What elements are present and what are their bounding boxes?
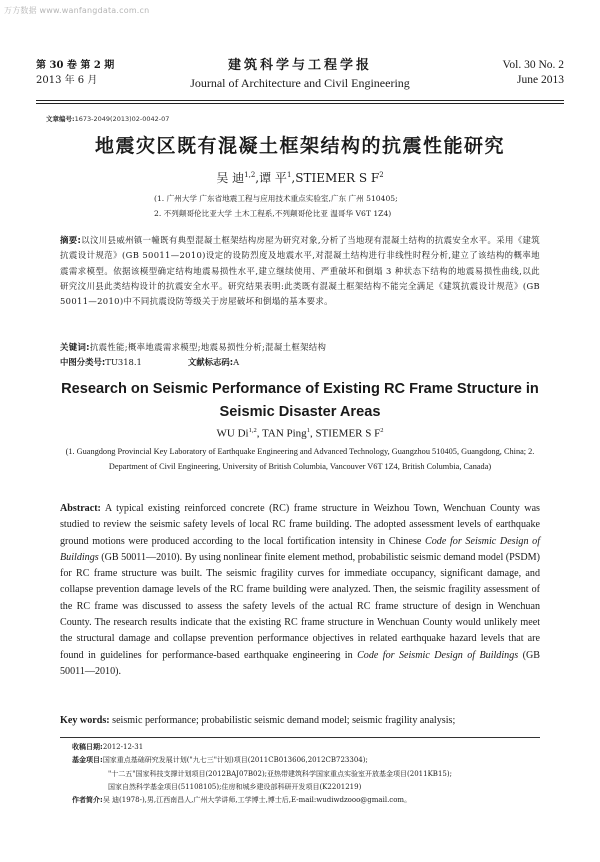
class-number-label: 中图分类号: bbox=[60, 357, 106, 367]
doc-id-label: 文献标志码: bbox=[187, 357, 234, 367]
footnote-author bbox=[72, 794, 542, 807]
abstract-en-label: Abstract: bbox=[60, 503, 101, 514]
keywords-cn bbox=[60, 341, 540, 353]
author-en-2: TAN Ping bbox=[262, 427, 307, 440]
footnotes bbox=[72, 741, 542, 807]
journal-header bbox=[36, 58, 564, 100]
watermark: 万方数据 www.wanfangdata.com.cn bbox=[4, 6, 150, 15]
author-en-1: WU Di bbox=[216, 427, 249, 440]
author-cn-2-affil: 1 bbox=[286, 171, 292, 179]
author-bio-label: 作者简介: bbox=[72, 796, 103, 805]
header-rule-thin bbox=[36, 103, 564, 104]
received-date: 2012-12-31 bbox=[102, 743, 144, 751]
abstract-en-code-ref-2: Code for Seismic Design of Buildings bbox=[357, 649, 519, 661]
footnote-rule bbox=[60, 737, 540, 738]
received-label: 收稿日期: bbox=[72, 743, 103, 751]
header-date-cn: 2013 年 6 月 bbox=[36, 75, 98, 86]
affiliations-cn bbox=[154, 191, 398, 221]
keywords-en-label: Key words: bbox=[60, 715, 110, 726]
keywords-cn-text: 抗震性能;概率地震需求模型;地震易损性分析;混凝土框架结构 bbox=[89, 342, 327, 352]
article-number-label: 文章编号: bbox=[46, 115, 75, 123]
affiliation-cn-2: 2. 不列颠哥伦比亚大学 土木工程系,不列颠哥伦比亚 温哥华 V6T 1Z4) bbox=[154, 209, 392, 218]
journal-title-en: Journal of Architecture and Civil Engineering bbox=[190, 76, 410, 90]
footnote-fund-2: "十二五"国家科技支撑计划项目(2012BAJ07B02);亚热带建筑科学国家重点实验室开放基金项目(2011KB15); bbox=[108, 769, 452, 778]
author-bio: 吴 迪(1978-),男,江西南昌人,广州大学讲师,工学博士,博士后,E-mail:wudiwdzooo@gmail.com。 bbox=[102, 796, 412, 805]
doc-id: A bbox=[233, 357, 240, 367]
header-journal-name bbox=[36, 58, 564, 91]
header-vol-en: Vol. 30 No. 2 bbox=[502, 59, 564, 71]
affiliations-en: (1. Guangdong Provincial Key Laboratory of Earthquake Engineering and Advanced Technology, Guangzhou 510405, Guangdong, China; 2. Department of Civil Engineering, University of British Columbia, Vancouver V6T 1Z4, British Columbia, Canada) bbox=[65, 447, 535, 471]
abstract-en-part3: (GB 50011—2010). bbox=[60, 649, 540, 677]
header-volume-en bbox=[503, 58, 564, 88]
footnote-fund-1 bbox=[72, 754, 542, 767]
footnote-fund-3: 国家自然科学基金项目(51108105);住房和城乡建设部科研开发项目(K2201219) bbox=[108, 782, 362, 791]
abstract-en-code-ref-1: Code for Seismic Design of Buildings bbox=[60, 535, 540, 563]
author-cn-3-affil: 2 bbox=[379, 171, 384, 179]
author-cn-1: 吴 迪 bbox=[216, 171, 245, 185]
footnote-received bbox=[72, 741, 542, 754]
affiliation-cn-1: (1. 广州大学 广东省地震工程与应用技术重点实验室,广东 广州 510405; bbox=[154, 194, 398, 203]
fund-label: 基金项目: bbox=[72, 756, 103, 765]
abstract-cn-text: 以汶川县威州镇一幢既有典型混凝土框架结构房屋为研究对象,分析了当地现有混凝土结构的抗震安全水平。采用《建筑抗震设计规范》(GB 50011—2010)设定的设防烈度及地震水平,对混凝土结构进行非线性时程分析,建立了该结构的概率地震需求模型。依据该模型确定结构地震易损性水平,建立继续使用、严重破坏和倒塌 3 种状态下结构的地震易损性曲线,以此研究汶川县此类结构设计的抗震安全水平。研究结果表明:此类既有混凝土框架结构不能完全满足《建筑抗震设计规范》(GB 50011—2010)中不同抗震设防等级关于房屋破坏和倒塌的基本要求。 bbox=[60, 235, 540, 307]
abstract-en-part2: (GB 50011—2010). By using nonlinear finite element method, probabilistic seismic demand model (PSDM) for RC frame structure was built. The seismic fragility curves for immediate occupancy, significant damage, and collapse prevention damage levels of the RC frame building were analyzed. Then, the seismic fragility assessment of the RC frame was discussed to assess the safety levels of the actual RC frame structure of design in Wenchuan County. The research results indicate that the existing RC frame structure in Wenchuan County would unlikely meet the structural damage and collapse prevention performance objectives in related earthquake hazard levels that are found in guidelines for performance-based earthquake engineering in bbox=[60, 551, 540, 661]
article-number bbox=[46, 114, 169, 123]
header-date-en: June 2013 bbox=[517, 74, 564, 86]
abstract-cn bbox=[60, 233, 540, 309]
keywords-cn-label: 关键词: bbox=[60, 342, 90, 352]
author-en-2-affil: 1 bbox=[306, 427, 310, 434]
keywords-en-text: seismic performance; probabilistic seismic demand model; seismic fragility analysis; bbox=[109, 715, 456, 726]
classification-cn bbox=[60, 356, 239, 368]
author-en-3: STIEMER S F bbox=[315, 427, 381, 440]
authors-cn: 吴 迪$^{1,2}$,谭 平$^1$,STIEMER S $F^2$ bbox=[216, 171, 384, 185]
author-cn-2: 谭 平 bbox=[259, 171, 287, 185]
author-cn-1-affil: 1,2 bbox=[244, 171, 256, 179]
journal-title-cn: 建筑科学与工程学报 bbox=[227, 58, 372, 73]
article-title-cn: 地震灾区既有混凝土框架结构的抗震性能研究 bbox=[94, 135, 505, 157]
author-en-3-affil: 2 bbox=[380, 427, 384, 434]
header-vol-cn: 第 30 卷 第 2 期 bbox=[36, 60, 115, 71]
abstract-en bbox=[60, 501, 540, 680]
article-title-en: Research on Seismic Performance of Existing RC Frame Structure in Seismic Disaster Areas bbox=[61, 381, 539, 420]
authors-en: WU Di$^{1,2}$, TAN Ping$^1$, STIEMER S $F^2$ bbox=[216, 427, 384, 440]
header-rule-thick bbox=[36, 100, 564, 101]
author-cn-3: STIEMER S F bbox=[295, 171, 380, 185]
author-en-1-affil: 1,2 bbox=[248, 427, 257, 434]
class-number: TU318.1 bbox=[105, 357, 142, 367]
abstract-en-part1: A typical existing reinforced concrete (RC) frame structure in Weizhou Town, Wenchuan County was studied to review the seismic safety levels of local RC frame building. The adopted assessment levels of earthquake ground motions were produced according to the local fortification intensity in Chinese bbox=[60, 503, 540, 547]
abstract-cn-label: 摘要: bbox=[60, 235, 82, 245]
keywords-en bbox=[60, 715, 540, 726]
article-number-value: 1673-2049(2013)02-0042-07 bbox=[74, 115, 170, 123]
fund-line-1: 国家重点基础研究发展计划("九七三"计划)项目(2011CB013606,2012CB723304); bbox=[102, 756, 368, 765]
